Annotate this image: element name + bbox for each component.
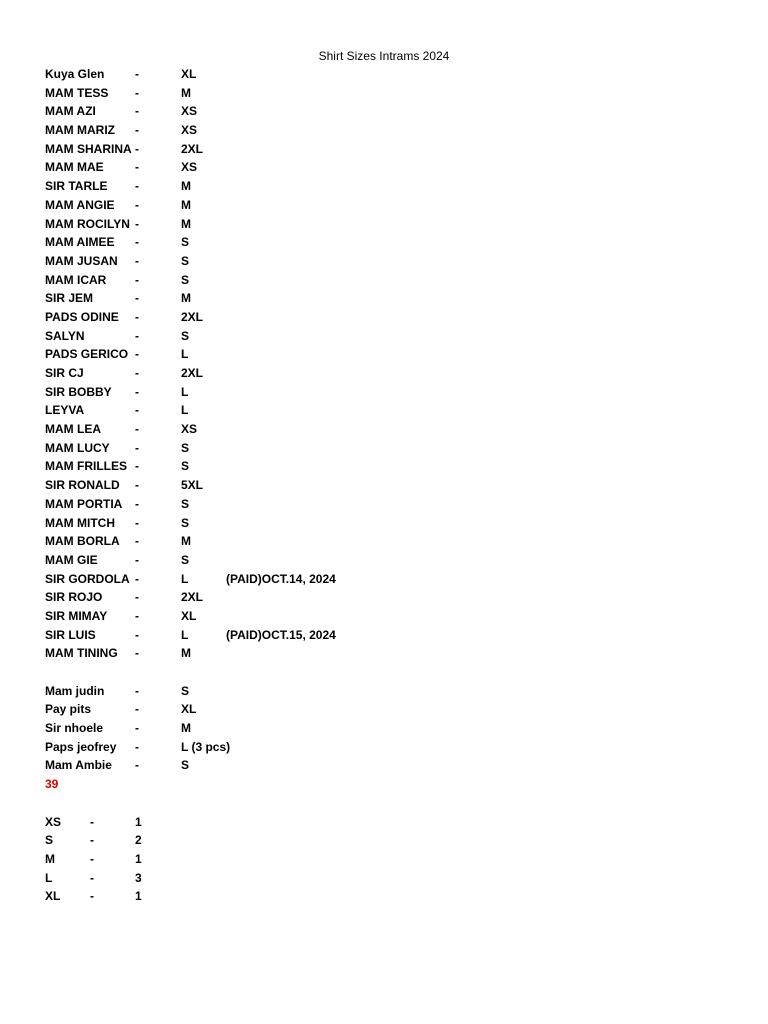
entry-separator: - bbox=[135, 627, 139, 642]
list-item bbox=[45, 233, 745, 252]
entry-separator: - bbox=[135, 590, 139, 605]
total-count: 39 bbox=[45, 777, 59, 792]
entry-size: M bbox=[181, 85, 191, 100]
entry-separator: - bbox=[135, 309, 139, 324]
entry-size: S bbox=[181, 440, 190, 455]
entry-name: MAM SHARINA bbox=[45, 141, 132, 156]
entry-size: XL bbox=[181, 67, 197, 81]
list-item bbox=[45, 644, 745, 663]
entry-size: L bbox=[181, 347, 189, 362]
summary-row bbox=[45, 813, 745, 832]
summary-separator: - bbox=[90, 833, 94, 848]
blank-row bbox=[45, 663, 745, 682]
list-item bbox=[45, 102, 745, 121]
entry-size: M bbox=[181, 291, 191, 306]
entry-separator: - bbox=[135, 216, 139, 231]
summary-separator: - bbox=[90, 870, 94, 885]
summary-separator: - bbox=[90, 814, 94, 829]
entry-name: SIR ROJO bbox=[45, 590, 103, 605]
page-title: Shirt Sizes Intrams 2024 bbox=[318, 49, 450, 63]
entry-separator: - bbox=[135, 347, 139, 362]
entry-separator: - bbox=[135, 422, 139, 437]
summary-count: 1 bbox=[135, 814, 142, 829]
summary-separator: - bbox=[90, 851, 94, 866]
list-item bbox=[45, 682, 745, 701]
entry-separator: - bbox=[135, 104, 139, 119]
list-item bbox=[45, 719, 745, 738]
entry-size: 2XL bbox=[181, 366, 204, 380]
size-summary bbox=[45, 813, 745, 906]
entry-size: M bbox=[181, 179, 191, 194]
entry-separator: - bbox=[135, 496, 139, 511]
entry-name: MAM TINING bbox=[45, 646, 118, 661]
entry-separator: - bbox=[135, 253, 139, 268]
entry-size: L (3 pcs) bbox=[181, 739, 231, 754]
entry-separator: - bbox=[135, 552, 139, 567]
entry-separator: - bbox=[135, 758, 139, 773]
entry-separator: - bbox=[135, 291, 139, 306]
summary-row bbox=[45, 850, 745, 869]
entry-separator: - bbox=[135, 328, 139, 343]
entry-name: MAM FRILLES bbox=[45, 459, 127, 474]
entry-size: M bbox=[181, 197, 191, 212]
list-item bbox=[45, 607, 745, 626]
entry-separator: - bbox=[135, 515, 139, 530]
list-item bbox=[45, 327, 745, 346]
entry-size: L bbox=[181, 403, 189, 418]
list-item bbox=[45, 401, 745, 420]
summary-count: 1 bbox=[135, 889, 142, 904]
summary-separator: - bbox=[90, 889, 94, 904]
entry-separator: - bbox=[135, 235, 139, 250]
list-item bbox=[45, 626, 745, 645]
entry-size: S bbox=[181, 515, 190, 530]
entry-name: SIR GORDOLA bbox=[45, 571, 130, 586]
entry-name: Sir nhoele bbox=[45, 721, 104, 736]
summary-size: XL bbox=[45, 889, 61, 904]
shirt-size-roster bbox=[45, 65, 745, 906]
entry-name: PADS GERICO bbox=[45, 347, 129, 362]
entry-name: SIR BOBBY bbox=[45, 384, 112, 399]
entry-separator: - bbox=[135, 646, 139, 661]
list-item bbox=[45, 756, 745, 775]
entry-note: (PAID)OCT.15, 2024 bbox=[226, 627, 336, 642]
entry-name: Paps jeofrey bbox=[45, 739, 117, 754]
entry-separator: - bbox=[135, 440, 139, 455]
list-item bbox=[45, 215, 745, 234]
entry-separator: - bbox=[135, 702, 139, 717]
entry-name: SALYN bbox=[45, 328, 85, 343]
entry-size: XS bbox=[181, 160, 198, 175]
entry-name: SIR JEM bbox=[45, 291, 94, 306]
entry-size: XS bbox=[181, 104, 198, 119]
entry-name: MAM JUSAN bbox=[45, 253, 118, 268]
entry-size: M bbox=[181, 721, 191, 736]
entry-size: XS bbox=[181, 422, 198, 437]
entry-name: MAM MAE bbox=[45, 160, 104, 175]
entry-name: MAM AIMEE bbox=[45, 235, 115, 250]
entry-name: MAM LEA bbox=[45, 422, 101, 437]
entry-size: 2XL bbox=[181, 309, 204, 324]
entry-name: MAM ROCILYN bbox=[45, 216, 130, 231]
entry-name: MAM ANGIE bbox=[45, 197, 115, 212]
entry-separator: - bbox=[135, 123, 139, 138]
entry-separator: - bbox=[135, 459, 139, 474]
entry-separator: - bbox=[135, 67, 139, 81]
list-item bbox=[45, 177, 745, 196]
entry-name: SIR LUIS bbox=[45, 627, 96, 642]
entry-name: MAM TESS bbox=[45, 85, 109, 100]
summary-count: 1 bbox=[135, 851, 142, 866]
list-item bbox=[45, 457, 745, 476]
list-item bbox=[45, 158, 745, 177]
list-item bbox=[45, 345, 745, 364]
entry-size: 2XL bbox=[181, 141, 204, 156]
entry-size: XL bbox=[181, 702, 197, 717]
blank-row bbox=[45, 794, 745, 813]
list-item bbox=[45, 140, 745, 159]
entry-size: S bbox=[181, 328, 190, 343]
entry-separator: - bbox=[135, 160, 139, 175]
entry-note: (PAID)OCT.14, 2024 bbox=[226, 571, 336, 586]
entry-name: Kuya Glen bbox=[45, 67, 105, 81]
entry-size: S bbox=[181, 253, 190, 268]
entry-size: L bbox=[181, 571, 189, 586]
entry-name: Pay pits bbox=[45, 702, 92, 717]
list-item bbox=[45, 439, 745, 458]
entry-size: L bbox=[181, 384, 189, 399]
entry-size: M bbox=[181, 534, 191, 549]
summary-size: XS bbox=[45, 814, 62, 829]
entry-size: 2XL bbox=[181, 590, 204, 605]
entry-size: S bbox=[181, 235, 190, 250]
list-item bbox=[45, 588, 745, 607]
entry-name: SIR CJ bbox=[45, 366, 84, 380]
entry-separator: - bbox=[135, 197, 139, 212]
entry-size: S bbox=[181, 758, 190, 773]
entry-name: MAM LUCY bbox=[45, 440, 110, 455]
entry-name: MAM AZI bbox=[45, 104, 96, 119]
entry-name: MAM GIE bbox=[45, 552, 98, 567]
entry-size: S bbox=[181, 459, 190, 474]
entry-size: XS bbox=[181, 123, 198, 138]
list-item bbox=[45, 65, 745, 84]
entry-name: MAM MITCH bbox=[45, 515, 115, 530]
entry-size: S bbox=[181, 552, 190, 567]
entry-separator: - bbox=[135, 721, 139, 736]
entry-size: S bbox=[181, 496, 190, 511]
list-item bbox=[45, 383, 745, 402]
entry-name: SIR TARLE bbox=[45, 179, 108, 194]
entry-size: 5XL bbox=[181, 478, 204, 493]
summary-size: S bbox=[45, 833, 54, 848]
list-item bbox=[45, 700, 745, 719]
entry-name: Mam Ambie bbox=[45, 758, 112, 773]
summary-row bbox=[45, 887, 745, 906]
entry-size: S bbox=[181, 683, 190, 698]
entry-name: LEYVA bbox=[45, 403, 85, 418]
entry-separator: - bbox=[135, 534, 139, 549]
entry-separator: - bbox=[135, 683, 139, 698]
entry-separator: - bbox=[135, 85, 139, 100]
list-item bbox=[45, 364, 745, 383]
entry-name: Mam judin bbox=[45, 683, 105, 698]
summary-count: 2 bbox=[135, 833, 142, 848]
entry-size: M bbox=[181, 646, 191, 661]
list-item bbox=[45, 121, 745, 140]
entry-name: MAM PORTIA bbox=[45, 496, 123, 511]
list-item bbox=[45, 551, 745, 570]
list-item bbox=[45, 196, 745, 215]
list-item bbox=[45, 289, 745, 308]
entries-list bbox=[45, 65, 745, 663]
list-item bbox=[45, 495, 745, 514]
entry-separator: - bbox=[135, 179, 139, 194]
list-item bbox=[45, 570, 745, 589]
entry-separator: - bbox=[135, 384, 139, 399]
summary-size: M bbox=[45, 851, 55, 866]
entry-size: S bbox=[181, 272, 190, 287]
entry-name: SIR RONALD bbox=[45, 478, 120, 493]
list-item bbox=[45, 252, 745, 271]
entry-separator: - bbox=[135, 403, 139, 418]
summary-size: L bbox=[45, 870, 53, 885]
entry-name: MAM ICAR bbox=[45, 272, 107, 287]
entry-name: SIR MIMAY bbox=[45, 608, 108, 623]
list-item bbox=[45, 532, 745, 551]
list-item bbox=[45, 738, 745, 757]
entry-separator: - bbox=[135, 272, 139, 287]
list-item bbox=[45, 476, 745, 495]
list-item bbox=[45, 308, 745, 327]
list-item bbox=[45, 84, 745, 103]
list-item bbox=[45, 420, 745, 439]
list-item bbox=[45, 271, 745, 290]
entry-separator: - bbox=[135, 608, 139, 623]
summary-row bbox=[45, 869, 745, 888]
list-item bbox=[45, 514, 745, 533]
entry-separator: - bbox=[135, 366, 139, 380]
entry-name: PADS ODINE bbox=[45, 309, 119, 324]
entry-separator: - bbox=[135, 478, 139, 493]
entry-name: MAM MARIZ bbox=[45, 123, 115, 138]
entry-size: L bbox=[181, 627, 189, 642]
entry-separator: - bbox=[135, 571, 139, 586]
extra-entries-list bbox=[45, 682, 745, 775]
entry-size: XL bbox=[181, 608, 197, 623]
entry-separator: - bbox=[135, 739, 139, 754]
entry-separator: - bbox=[135, 141, 139, 156]
summary-row bbox=[45, 831, 745, 850]
entry-name: MAM BORLA bbox=[45, 534, 120, 549]
summary-count: 3 bbox=[135, 870, 142, 885]
entry-size: M bbox=[181, 216, 191, 231]
